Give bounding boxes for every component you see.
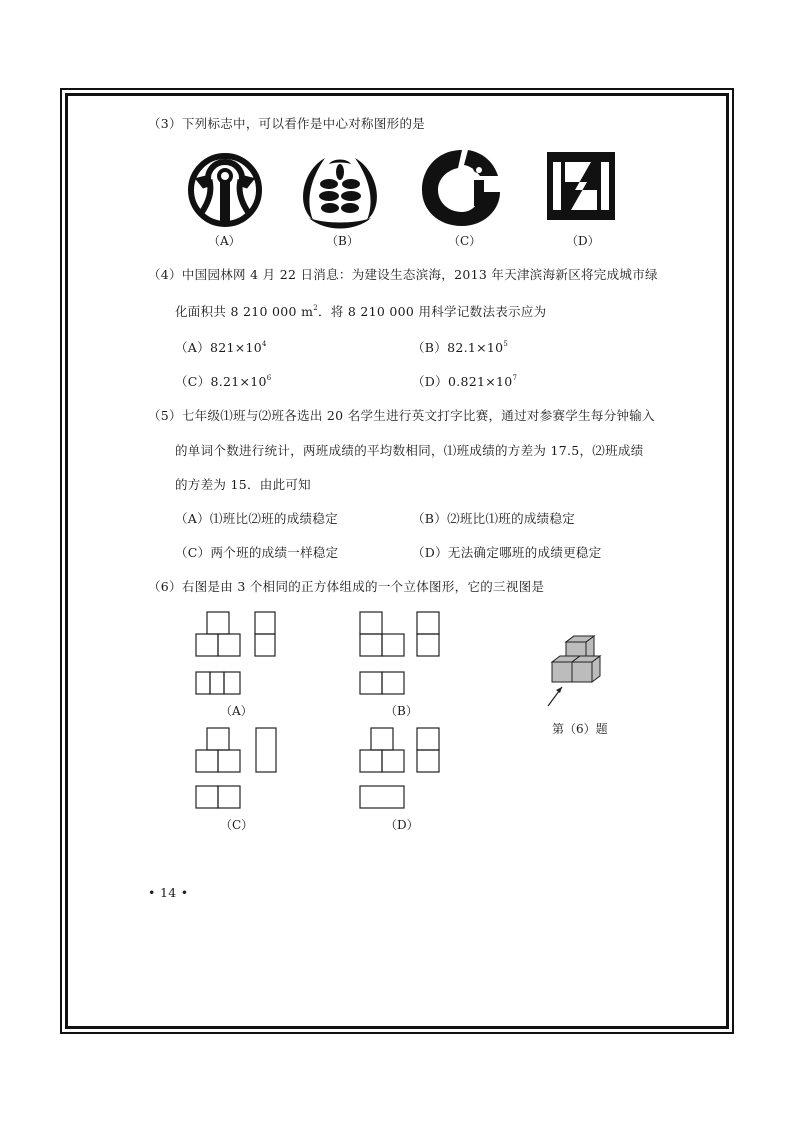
question-4-option-d: $(D)0.821\times 10^7$ bbox=[412, 374, 518, 389]
question-4-option-c: $(C)8.21\times 10^6$ bbox=[175, 374, 272, 389]
question-4-option-b: $(B)82.1\times 10^5$ bbox=[412, 340, 509, 355]
railway-logo-icon bbox=[180, 150, 270, 230]
question-4-instruction-text: ．将 8 210 000 用科学记数法表示应为 bbox=[317, 304, 547, 319]
question-4-stem-line2 bbox=[175, 302, 546, 320]
question-6-figure-caption: 第（6）题 bbox=[552, 722, 608, 736]
question-4-stem-line1: （4）中国园林网 4 月 22 日消息：为建设生态滨海，2013 年天津滨海新区将完成城市绿 bbox=[148, 267, 658, 282]
square-s-logo-icon bbox=[545, 150, 617, 222]
option-c-three-views bbox=[190, 724, 290, 814]
question-3-option-b-label: （B） bbox=[326, 234, 359, 248]
question-3-stem: （3）下列标志中，可以看作是中心对称图形的是 bbox=[148, 116, 426, 131]
question-3-option-d-label: （D） bbox=[566, 234, 600, 248]
question-4-area-exponent: 2 bbox=[313, 304, 318, 312]
question-6-option-c-label: （C） bbox=[220, 818, 254, 832]
swirl-g-logo-icon bbox=[418, 146, 508, 231]
question-6-option-d-label: （D） bbox=[385, 818, 419, 832]
option-a-three-views bbox=[190, 610, 290, 700]
question-6-stem: （6）右图是由 3 个相同的正方体组成的一个立体图形，它的三视图是 bbox=[148, 579, 545, 594]
page-number: • 14 • bbox=[148, 885, 189, 900]
question-5-stem-line1: （5）七年级⑴班与⑵班各选出 20 名学生进行英文打字比赛，通过对参赛学生每分钟输入 bbox=[148, 408, 655, 423]
question-3-option-c-label: （C） bbox=[448, 234, 482, 248]
question-5-option-b: （B）⑵班比⑴班的成绩稳定 bbox=[412, 511, 576, 526]
option-b-three-views bbox=[355, 610, 455, 700]
question-3-option-a-label: （A） bbox=[208, 234, 241, 248]
question-5-option-c: （C）两个班的成绩一样稳定 bbox=[175, 545, 339, 560]
question-5-stem-line2: 的单词个数进行统计，两班成绩的平均数相同，⑴班成绩的方差为 17.5，⑵班成绩 bbox=[175, 443, 644, 458]
cube-stack-figure bbox=[540, 630, 620, 715]
question-5-option-d: （D）无法确定哪班的成绩更稳定 bbox=[412, 545, 602, 560]
question-4-option-a: $(A)821\times 10^4$ bbox=[175, 340, 267, 355]
leaf-ring-logo-icon bbox=[295, 150, 385, 230]
option-d-three-views bbox=[355, 724, 455, 814]
question-5-option-a: （A）⑴班比⑵班的成绩稳定 bbox=[175, 511, 338, 526]
question-5-stem-line3: 的方差为 15．由此可知 bbox=[175, 477, 311, 492]
question-6-option-b-label: （B） bbox=[385, 704, 418, 718]
question-4-area-text: 化面积共 8 210 000 m bbox=[175, 304, 314, 319]
question-6-option-a-label: （A） bbox=[220, 704, 253, 718]
